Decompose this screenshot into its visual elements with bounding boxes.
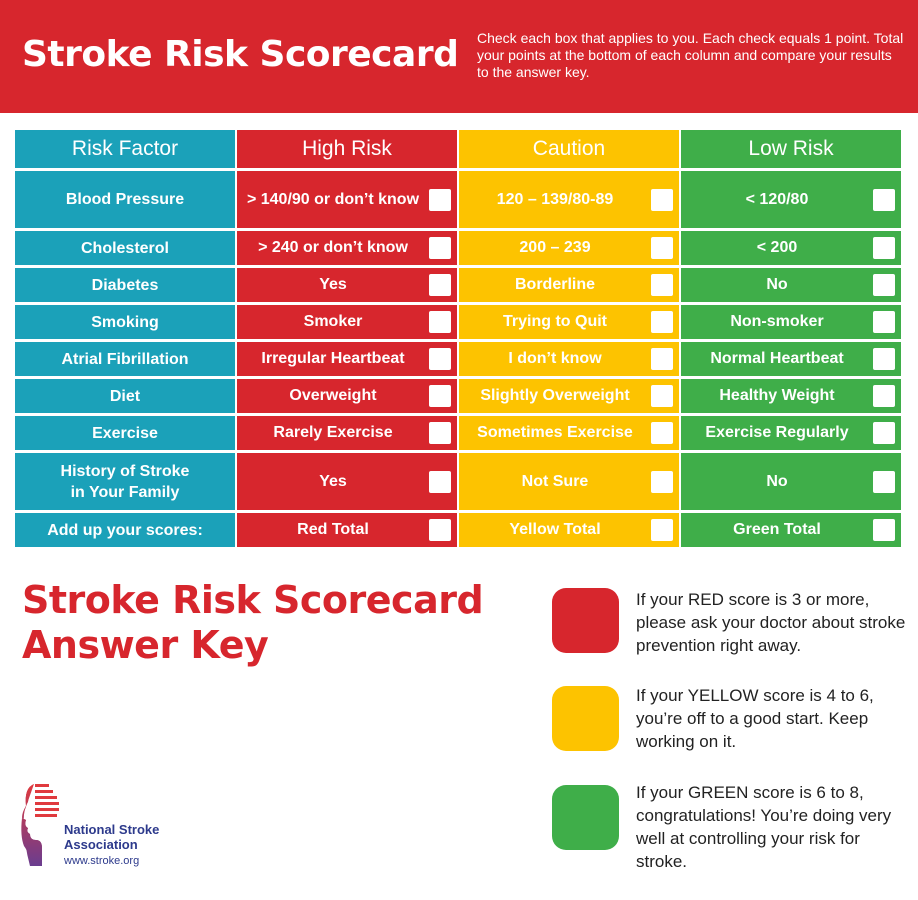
instructions-text: Check each box that applies to you. Each check equals 1 point. Total your points at the bottom of each column and compare your results to the answer key. bbox=[477, 30, 904, 80]
header-banner bbox=[0, 0, 918, 113]
caution-text: 200 – 239 bbox=[519, 239, 591, 256]
caution-cell bbox=[459, 342, 679, 376]
page-title: Stroke Risk Scorecard bbox=[22, 34, 459, 75]
low-risk-text: < 200 bbox=[756, 239, 798, 256]
high-risk-text: > 240 or don’t know bbox=[258, 239, 408, 256]
high-risk-checkbox[interactable] bbox=[429, 348, 451, 370]
red-total-text: Red Total bbox=[297, 521, 369, 538]
low-risk-cell bbox=[681, 379, 901, 413]
column-header-risk-factor: Risk Factor bbox=[15, 130, 235, 168]
low-risk-cell bbox=[681, 231, 901, 265]
high-risk-checkbox[interactable] bbox=[429, 471, 451, 493]
high-risk-text: Overweight bbox=[289, 387, 377, 404]
caution-checkbox[interactable] bbox=[651, 274, 673, 296]
stroke-association-head-icon bbox=[20, 778, 60, 868]
answer-key-title bbox=[22, 578, 483, 668]
logo-name bbox=[64, 822, 159, 852]
caution-cell bbox=[459, 171, 679, 228]
green-total-box[interactable] bbox=[873, 519, 895, 541]
caution-checkbox[interactable] bbox=[651, 422, 673, 444]
low-risk-checkbox[interactable] bbox=[873, 189, 895, 211]
column-header-caution: Caution bbox=[459, 130, 679, 168]
low-risk-text: Normal Heartbeat bbox=[710, 350, 844, 367]
high-risk-text: Yes bbox=[319, 276, 347, 293]
answer-key-title-line1: Stroke Risk Scorecard bbox=[22, 578, 484, 622]
caution-cell bbox=[459, 305, 679, 339]
low-risk-checkbox[interactable] bbox=[873, 348, 895, 370]
caution-text: Slightly Overweight bbox=[480, 387, 630, 404]
low-risk-checkbox[interactable] bbox=[873, 471, 895, 493]
caution-checkbox[interactable] bbox=[651, 471, 673, 493]
red-swatch bbox=[552, 588, 619, 653]
high-risk-checkbox[interactable] bbox=[429, 422, 451, 444]
caution-text: Sometimes Exercise bbox=[477, 424, 633, 441]
caution-checkbox[interactable] bbox=[651, 348, 673, 370]
low-risk-cell bbox=[681, 453, 901, 510]
high-risk-cell bbox=[237, 268, 457, 302]
risk-factor-label: Exercise bbox=[15, 416, 235, 450]
red-total-cell bbox=[237, 513, 457, 547]
answer-key-title-line2: Answer Key bbox=[22, 623, 269, 667]
column-header-low-risk: Low Risk bbox=[681, 130, 901, 168]
yellow-swatch bbox=[552, 686, 619, 751]
caution-checkbox[interactable] bbox=[651, 189, 673, 211]
risk-factor-label: Atrial Fibrillation bbox=[15, 342, 235, 376]
risk-factor-label: Smoking bbox=[15, 305, 235, 339]
red-total-box[interactable] bbox=[429, 519, 451, 541]
low-risk-cell bbox=[681, 305, 901, 339]
caution-cell bbox=[459, 416, 679, 450]
scorecard-table bbox=[15, 130, 903, 547]
high-risk-text: Yes bbox=[319, 472, 347, 490]
high-risk-cell bbox=[237, 416, 457, 450]
risk-factor-label: Diet bbox=[15, 379, 235, 413]
red-key-text: If your RED score is 3 or more, please ask your doctor about stroke prevention right away. bbox=[636, 590, 906, 655]
high-risk-checkbox[interactable] bbox=[429, 385, 451, 407]
low-risk-cell bbox=[681, 416, 901, 450]
high-risk-cell bbox=[237, 171, 457, 228]
logo-url[interactable]: www.stroke.org bbox=[64, 855, 140, 867]
yellow-key-text: If your YELLOW score is 4 to 6, you’re off to a good start. Keep working on it. bbox=[636, 686, 874, 751]
caution-checkbox[interactable] bbox=[651, 385, 673, 407]
high-risk-cell bbox=[237, 342, 457, 376]
high-risk-text: Irregular Heartbeat bbox=[261, 350, 405, 367]
caution-checkbox[interactable] bbox=[651, 237, 673, 259]
risk-factor-label: Blood Pressure bbox=[15, 171, 235, 228]
low-risk-text: Exercise Regularly bbox=[705, 424, 849, 441]
caution-text: 120 – 139/80-89 bbox=[496, 190, 614, 208]
high-risk-checkbox[interactable] bbox=[429, 311, 451, 333]
high-risk-text: Rarely Exercise bbox=[273, 424, 393, 441]
column-header-high-risk: High Risk bbox=[237, 130, 457, 168]
low-risk-text: < 120/80 bbox=[745, 190, 809, 208]
high-risk-cell bbox=[237, 379, 457, 413]
high-risk-checkbox[interactable] bbox=[429, 237, 451, 259]
low-risk-cell bbox=[681, 342, 901, 376]
low-risk-checkbox[interactable] bbox=[873, 237, 895, 259]
yellow-total-cell bbox=[459, 513, 679, 547]
low-risk-text: Healthy Weight bbox=[719, 387, 835, 404]
low-risk-text: Non-smoker bbox=[730, 313, 824, 330]
low-risk-text: No bbox=[766, 472, 788, 490]
low-risk-cell bbox=[681, 268, 901, 302]
high-risk-checkbox[interactable] bbox=[429, 189, 451, 211]
high-risk-cell bbox=[237, 453, 457, 510]
caution-cell bbox=[459, 379, 679, 413]
logo-name-line1: National Stroke bbox=[64, 822, 160, 837]
caution-cell bbox=[459, 453, 679, 510]
green-total-text: Green Total bbox=[733, 521, 821, 538]
low-risk-checkbox[interactable] bbox=[873, 311, 895, 333]
high-risk-text: > 140/90 or don’t know bbox=[246, 190, 420, 208]
risk-factor-label: History of Stroke in Your Family bbox=[15, 453, 235, 510]
low-risk-text: No bbox=[766, 276, 788, 293]
green-swatch bbox=[552, 785, 619, 850]
caution-text: Borderline bbox=[514, 276, 595, 293]
low-risk-cell bbox=[681, 171, 901, 228]
caution-checkbox[interactable] bbox=[651, 311, 673, 333]
high-risk-cell bbox=[237, 305, 457, 339]
yellow-total-text: Yellow Total bbox=[509, 521, 601, 538]
risk-factor-label: Diabetes bbox=[15, 268, 235, 302]
yellow-total-box[interactable] bbox=[651, 519, 673, 541]
caution-text: Trying to Quit bbox=[503, 313, 607, 330]
caution-cell bbox=[459, 231, 679, 265]
totals-label: Add up your scores: bbox=[15, 513, 235, 547]
low-risk-checkbox[interactable] bbox=[873, 385, 895, 407]
risk-factor-label: Cholesterol bbox=[15, 231, 235, 265]
caution-text: Not Sure bbox=[521, 472, 589, 490]
caution-cell bbox=[459, 268, 679, 302]
high-risk-text: Smoker bbox=[303, 313, 363, 330]
low-risk-checkbox[interactable] bbox=[873, 422, 895, 444]
logo-name-line2: Association bbox=[64, 837, 138, 852]
high-risk-checkbox[interactable] bbox=[429, 274, 451, 296]
green-total-cell bbox=[681, 513, 901, 547]
green-key-text: If your GREEN score is 6 to 8, congratulations! You’re doing very well at controlling your risk for stroke. bbox=[636, 783, 892, 871]
high-risk-cell bbox=[237, 231, 457, 265]
caution-text: I don’t know bbox=[508, 350, 602, 367]
low-risk-checkbox[interactable] bbox=[873, 274, 895, 296]
